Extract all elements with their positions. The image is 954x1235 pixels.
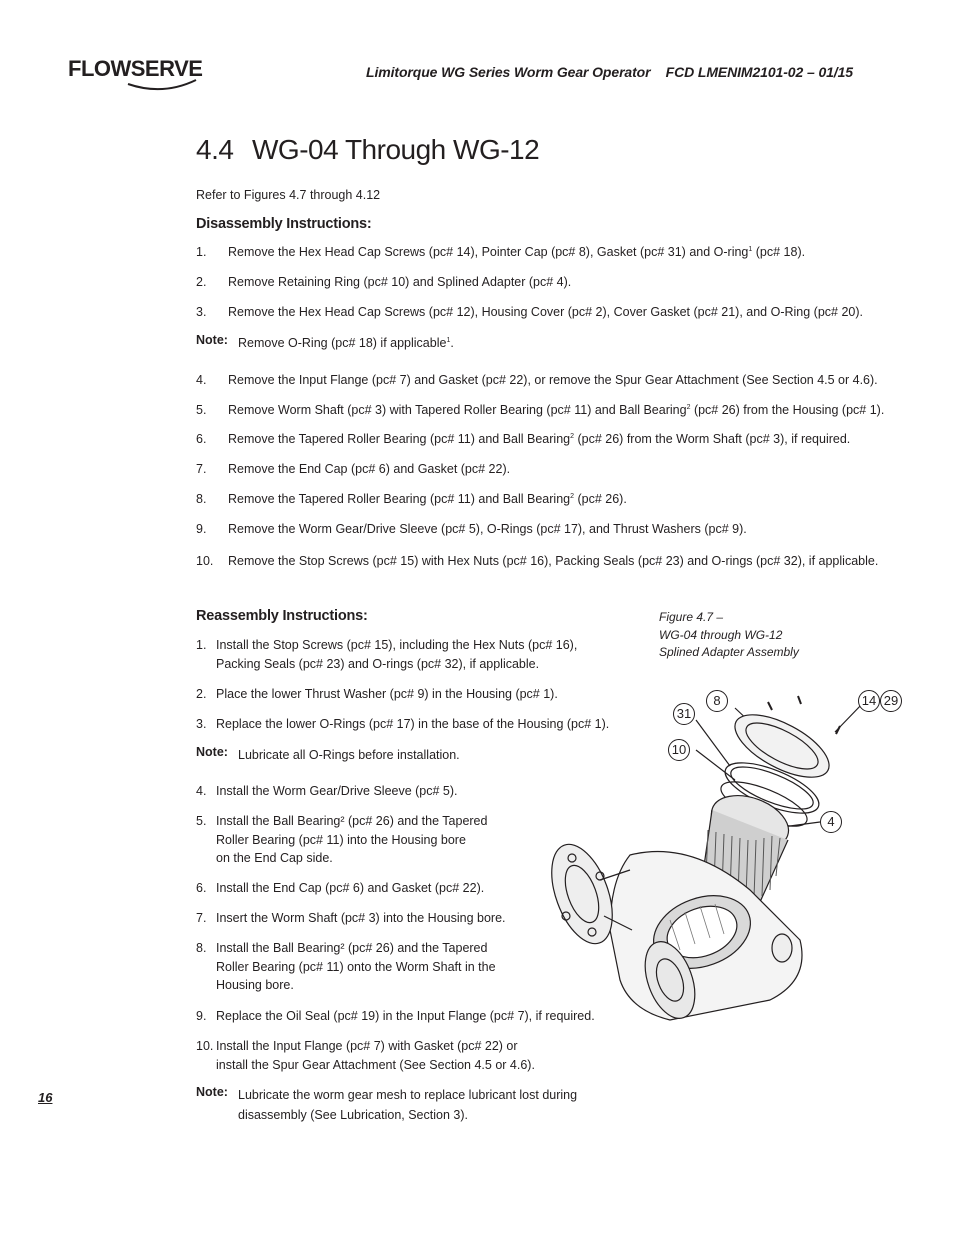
step-number: 7.: [196, 462, 207, 476]
callout-29: 29: [880, 690, 902, 712]
callout-4: 4: [820, 811, 842, 833]
reassembly-note-2: [196, 1085, 616, 1125]
reassembly-step: [196, 636, 616, 673]
note-text: [238, 1085, 577, 1125]
note-line: disassembly (See Lubrication, Section 3).: [238, 1108, 468, 1122]
step-text: [216, 939, 496, 995]
step-text: [228, 303, 863, 321]
step-number: 3.: [196, 717, 207, 731]
step-number: 2.: [196, 275, 207, 289]
step-text: [216, 909, 506, 928]
step-line: Install the Ball Bearing² (pc# 26) and the Tapered: [216, 814, 488, 828]
disassembly-step: [196, 303, 896, 321]
step-text: [228, 273, 571, 291]
step-number: 8.: [196, 941, 207, 955]
step-number: 5.: [196, 403, 207, 417]
step-line: Place the lower Thrust Washer (pc# 9) in the Housing (pc# 1).: [216, 687, 558, 701]
reassembly-heading: Reassembly Instructions:: [196, 608, 368, 624]
callout-14: 14: [858, 690, 880, 712]
step-number: 2.: [196, 687, 207, 701]
step-number: 3.: [196, 305, 207, 319]
step-number: 6.: [196, 881, 207, 895]
step-text-main: Remove the End Cap (pc# 6) and Gasket (pc# 22).: [228, 462, 511, 476]
step-line: Roller Bearing (pc# 11) into the Housing bore: [216, 832, 466, 847]
disassembly-step: [196, 520, 896, 538]
step-text-main: Remove the Tapered Roller Bearing (pc# 11) and Ball Bearing: [228, 432, 571, 446]
step-text-end: (pc# 26) from the Worm Shaft (pc# 3), if required.: [574, 432, 851, 446]
step-number: 4.: [196, 373, 207, 387]
gear-assembly-illustration: [520, 680, 920, 1040]
disassembly-step: [196, 401, 896, 419]
step-text: [228, 490, 627, 508]
step-line: Install the End Cap (pc# 6) and Gasket (pc# 22).: [216, 881, 485, 895]
note-sup: 1: [446, 337, 451, 344]
step-text-main: Remove the Worm Gear/Drive Sleeve (pc# 5), O-Rings (pc# 17), and Thrust Washers (pc# 9).: [228, 522, 747, 536]
caption-line: Figure 4.7 –: [659, 610, 724, 624]
disassembly-step: [196, 552, 896, 570]
caption-line: Splined Adapter Assembly: [659, 645, 799, 659]
step-line: Install the Ball Bearing² (pc# 26) and the Tapered: [216, 941, 488, 955]
step-number: 1.: [196, 638, 207, 652]
step-text-main: Remove the Tapered Roller Bearing (pc# 11) and Ball Bearing: [228, 492, 571, 506]
step-number: 1.: [196, 245, 207, 259]
note-label: Note:: [196, 333, 228, 347]
step-number: 10.: [196, 554, 214, 568]
figure-caption: [659, 609, 799, 662]
disassembly-step: [196, 490, 896, 508]
step-line: Roller Bearing (pc# 11) onto the Worm Shaft in the: [216, 959, 496, 974]
step-line: Packing Seals (pc# 23) and O-rings (pc# 32), if applicable.: [216, 656, 540, 671]
step-text-main: Remove the Stop Screws (pc# 15) with Hex Nuts (pc# 16), Packing Seals (pc# 23) and O-rings (pc# 32), if applicable.: [228, 554, 879, 568]
disassembly-note: [196, 333, 596, 353]
note-text: [238, 333, 454, 353]
disassembly-step: [196, 273, 896, 291]
step-line: Install the Stop Screws (pc# 15), including the Hex Nuts (pc# 16),: [216, 638, 578, 652]
step-line: Install the Worm Gear/Drive Sleeve (pc# 5).: [216, 784, 458, 798]
page-number: 16: [38, 1090, 53, 1105]
step-line: Housing bore.: [216, 978, 294, 992]
disassembly-step: [196, 460, 896, 478]
footnote-marker: 1: [748, 246, 753, 253]
step-line: Install the Input Flange (pc# 7) with Gasket (pc# 22) or: [216, 1039, 518, 1053]
step-number: 9.: [196, 522, 207, 536]
disassembly-step: [196, 371, 896, 389]
step-text: [216, 782, 458, 801]
note-text: Lubricate all O-Rings before installation.: [238, 748, 460, 762]
note-label: Note:: [196, 745, 228, 759]
intro-text: Refer to Figures 4.7 through 4.12: [196, 188, 381, 202]
step-line: Insert the Worm Shaft (pc# 3) into the Housing bore.: [216, 911, 506, 925]
step-text: [228, 552, 878, 570]
section-number: 4.4: [196, 134, 234, 165]
step-text: [216, 685, 558, 704]
step-text: [228, 430, 850, 448]
step-number: 8.: [196, 492, 207, 506]
document-header-title: Limitorque WG Series Worm Gear Operator FCD LMENIM2101-02 – 01/15: [366, 64, 853, 80]
reassembly-step: [196, 1037, 616, 1074]
section-title: [196, 134, 539, 166]
callout-31: 31: [673, 703, 695, 725]
step-number: 5.: [196, 814, 207, 828]
disassembly-step: [196, 430, 896, 448]
step-number: 4.: [196, 784, 207, 798]
disassembly-step: [196, 243, 896, 261]
step-text: [216, 812, 487, 868]
caption-line: WG-04 through WG-12: [659, 627, 783, 642]
disassembly-heading: Disassembly Instructions:: [196, 216, 372, 232]
step-text-main: Remove the Hex Head Cap Screws (pc# 12), Housing Cover (pc# 2), Cover Gasket (pc# 21), and O-Ring (pc# 20).: [228, 305, 863, 319]
callout-10: 10: [668, 739, 690, 761]
step-text-end: (pc# 26) from the Housing (pc# 1).: [690, 403, 885, 417]
footnote-marker: 2: [686, 404, 691, 411]
step-text: [216, 636, 577, 673]
step-text-main: Remove the Input Flange (pc# 7) and Gasket (pc# 22), or remove the Spur Gear Attachment (See Section 4.5 or 4.6).: [228, 373, 878, 387]
footnote-marker: 2: [570, 433, 575, 440]
step-text: [228, 371, 878, 389]
step-text-main: Remove Worm Shaft (pc# 3) with Tapered Roller Bearing (pc# 11) and Ball Bearing: [228, 403, 687, 417]
step-text: [216, 879, 484, 898]
step-number: 10.: [196, 1039, 214, 1053]
step-number: 6.: [196, 432, 207, 446]
step-number: 9.: [196, 1009, 207, 1023]
step-text: [228, 520, 747, 538]
callout-8: 8: [706, 690, 728, 712]
logo-text: FLOWSERVE: [68, 56, 203, 81]
step-text: [228, 401, 884, 419]
note-line: Lubricate the worm gear mesh to replace lubricant lost during: [238, 1088, 578, 1102]
step-text: [228, 243, 805, 261]
step-line: Replace the lower O-Rings (pc# 17) in the base of the Housing (pc# 1).: [216, 717, 610, 731]
step-text: [228, 460, 510, 478]
flowserve-logo: [68, 56, 208, 96]
step-line: install the Spur Gear Attachment (See Section 4.5 or 4.6).: [216, 1057, 535, 1072]
note-text-main: Remove O-Ring (pc# 18) if applicable: [238, 336, 447, 350]
step-number: 7.: [196, 911, 207, 925]
step-text-end: (pc# 18).: [752, 245, 806, 259]
step-text-main: Remove Retaining Ring (pc# 10) and Splined Adapter (pc# 4).: [228, 275, 572, 289]
step-text-main: Remove the Hex Head Cap Screws (pc# 14), Pointer Cap (pc# 8), Gasket (pc# 31) and O-ring: [228, 245, 749, 259]
step-text: [216, 1037, 535, 1074]
footnote-marker: 2: [570, 493, 575, 500]
step-line: Replace the Oil Seal (pc# 19) in the Input Flange (pc# 7), if required.: [216, 1009, 595, 1023]
section-heading: WG-04 Through WG-12: [252, 134, 540, 165]
step-line: on the End Cap side.: [216, 851, 333, 865]
note-end: .: [450, 336, 454, 350]
note-label: Note:: [196, 1085, 228, 1099]
step-text-end: (pc# 26).: [574, 492, 627, 506]
